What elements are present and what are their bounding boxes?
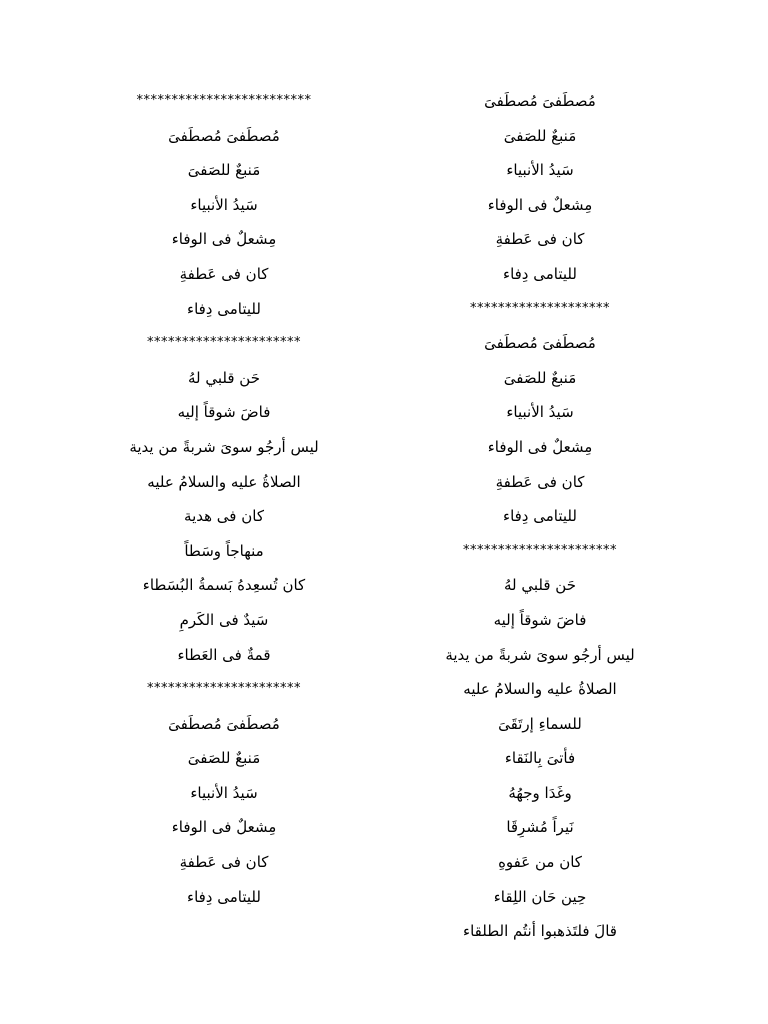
poem-line: كان فى هدية: [184, 507, 264, 526]
poem-line: مِشعلٌ فى الوفاء: [487, 437, 593, 456]
poem-line: مُصطَفىَ مُصطَفىَ: [168, 126, 280, 145]
poem-line: فاضَ شوقاً إليه: [177, 403, 271, 422]
poem-line: مُصطَفىَ مُصطَفىَ: [484, 92, 596, 110]
poem-line: مِشعلٌ فى الوفاء: [171, 230, 277, 249]
poem-line: حَن قلبي لهُ: [503, 576, 576, 595]
poem-line: مِشعلٌ فى الوفاء: [171, 818, 277, 837]
stanza-separator: ********************: [470, 300, 610, 316]
poem-line: سَيدُ الأنبياء: [190, 783, 258, 802]
poem-line: الصلاةُ عليه والسلامُ عليه: [147, 472, 301, 491]
poem-line: الصلاةُ عليه والسلامُ عليه: [463, 680, 617, 699]
poem-line: مَنبعٌ للصَفىَ: [503, 368, 577, 387]
poem-line: سَيدٌ فى الكَرمِ: [179, 610, 269, 629]
poem-line: سَيدُ الأنبياء: [506, 403, 574, 422]
poem-line: قالَ فلتَذهبوا أنتُم الطلقاء: [463, 922, 617, 941]
stanza-separator: **********************: [147, 335, 301, 351]
poem-line: لليتامى دِفاء: [503, 264, 577, 283]
poem-line: فأتىَ بِالنَقاء: [504, 749, 576, 768]
poem-line: سَيدُ الأنبياء: [506, 161, 574, 180]
left-poem-column: [74, 84, 374, 914]
poem-line: كان تُسعِدهُ بَسمةُ البُسَطاء: [142, 576, 306, 595]
stanza-separator: **********************: [463, 542, 617, 558]
poem-line: لليتامى دِفاء: [187, 299, 261, 318]
poem-line: نَيراً مُشرِقَا: [506, 818, 574, 837]
poem-line: لليتامى دِفاء: [187, 887, 261, 906]
poem-line: مَنبعٌ للصَفىَ: [187, 749, 261, 768]
poem-line: ليس أرجُو سوىَ شربةً من يدية: [129, 437, 319, 456]
poem-line: حِين حَان اللِقاء: [493, 887, 587, 906]
poem-line: مُصطَفىَ مُصطَفىَ: [168, 714, 280, 733]
poem-line: مُصطَفىَ مُصطَفىَ: [484, 334, 596, 353]
poem-line: حَن قلبي لهُ: [187, 368, 260, 387]
poem-line: وغَدَا وجهُهُ: [508, 783, 572, 802]
poem-line: ليس أرجُو سوىَ شربةً من يدية: [445, 645, 635, 664]
poem-line: قمةٌ فى العَطاء: [177, 645, 271, 664]
poem-line: منهاجاً وسَطاً: [184, 541, 264, 560]
poem-line: كان فى عَطفةِ: [179, 264, 269, 283]
poem-line: كان فى عَطفةِ: [495, 230, 585, 249]
poem-line: مَنبعٌ للصَفىَ: [187, 161, 261, 180]
poem-line: مَنبعٌ للصَفىَ: [503, 126, 577, 145]
poem-line: فاضَ شوقاً إليه: [493, 610, 587, 629]
poem-line: سَيدُ الأنبياء: [190, 195, 258, 214]
poem-line: مِشعلٌ فى الوفاء: [487, 195, 593, 214]
poem-line: للسماءِ إرتَقَىَ: [498, 714, 582, 733]
poem-line: كان من عَفوهِ: [498, 853, 582, 872]
poem-line: كان فى عَطفةِ: [179, 853, 269, 872]
poem-line: كان فى عَطفةِ: [495, 472, 585, 491]
stanza-separator: **********************: [147, 681, 301, 697]
right-poem-column: [390, 84, 690, 949]
poem-line: لليتامى دِفاء: [503, 507, 577, 526]
stanza-separator: *************************: [136, 93, 312, 108]
